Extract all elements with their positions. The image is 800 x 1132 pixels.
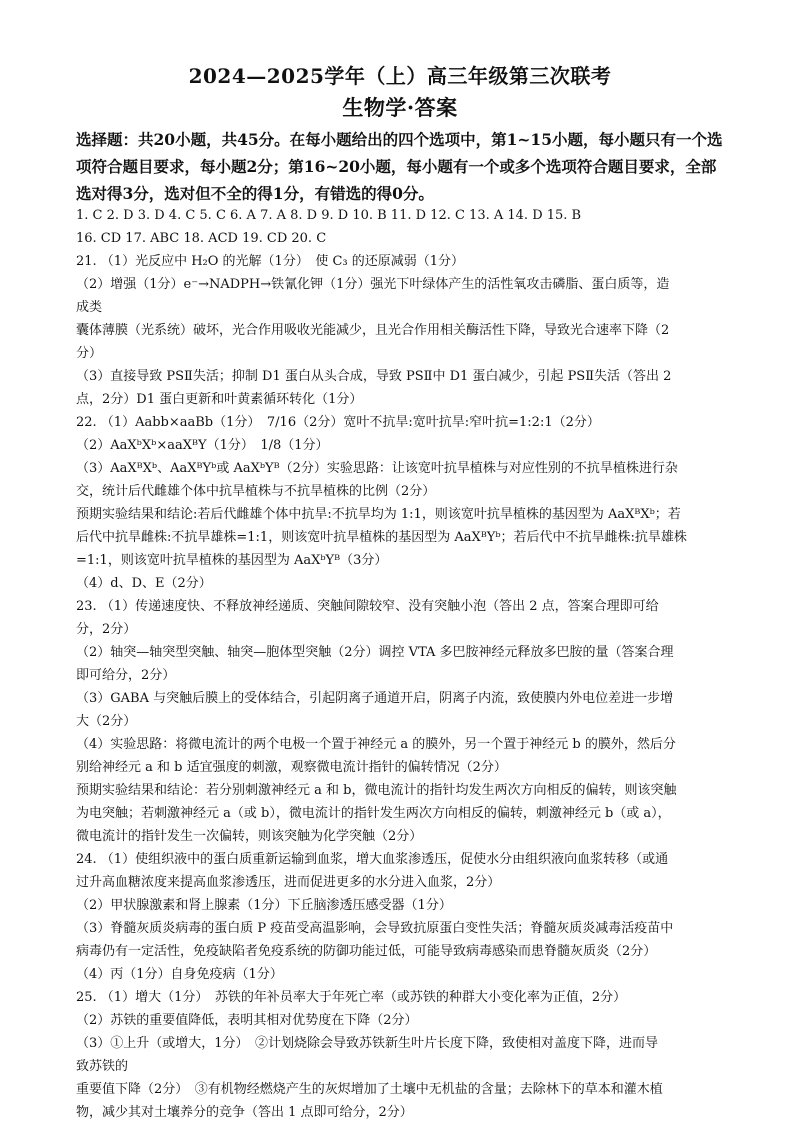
answer-line: 即可给分，2分） — [76, 668, 176, 683]
answer-line: 预期实验结果和结论:若后代雌雄个体中抗旱:不抗旱均为 1:1，则该宽叶抗旱植株的基因型为 AaXᴮXᵇ；若 — [76, 507, 681, 522]
answer-line: 大（2分） — [76, 714, 137, 729]
document-title: 2024—2025学年（上）高三年级第三次联考 — [188, 64, 612, 88]
answer-line: （2）甲状腺激素和肾上腺素（1分）下丘脑渗透压感受器（1分） — [76, 898, 452, 913]
answer-line: 预期实验结果和结论：若分别刺激神经元 a 和 b，微电流计的指针均发生两次方向相反的偏转，则该突触 — [76, 783, 677, 798]
answer-line: （2）增强（1分）e⁻→NADPH→铁氰化钾（1分）强光下叶绿体产生的活性氧攻击磷脂、蛋白质等，造 — [76, 277, 670, 292]
answer-line: （4）实验思路：将微电流计的两个电极一个置于神经元 a 的膜外，另一个置于神经元 b 的膜外，然后分 — [76, 737, 676, 752]
answer-line: （2）AaXᵇXᵇ×aaXᴮY（1分） 1/8（1分） — [76, 438, 329, 453]
answer-line: 囊体薄膜（光系统）破坏，光合作用吸收光能减少，且光合作用相关酶活性下降，导致光合速率下降（2 — [76, 323, 670, 338]
answer-line: （3）直接导致 PSⅡ失活；抑制 D1 蛋白从头合成，导致 PSⅡ中 D1 蛋白减少，引起 PSⅡ失活（答出 2 — [76, 369, 672, 384]
answer-line: （3）GABA 与突触后膜上的受体结合，引起阴离子通道开启，阴离子内流，致使膜内外电位差进一步增 — [76, 691, 674, 706]
answer-line: 病毒仍有一定活性，免疫缺陷者免疫系统的防御功能过低，可能导致病毒感染而患脊髓灰质炎（2分） — [76, 944, 657, 959]
answer-line: 重要值下降（2分） ③有机物经燃烧产生的灰烬增加了土壤中无机盐的含量；去除林下的草本和灌木植 — [76, 1082, 663, 1097]
document-subtitle: 生物学·答案 — [342, 95, 458, 120]
answer-line: （3）①上升（或增大，1分） ②计划烧除会导致苏铁新生叶片长度下降，致使相对盖度下降，进而导 — [76, 1036, 659, 1051]
answer-line: 别给神经元 a 和 b 适宜强度的刺激，观察微电流计指针的偏转情况（2分） — [76, 760, 507, 775]
instructions-paragraph: 选择题：共20小题，共45分。在每小题给出的四个选项中，第1~15小题，每小题只有一个选项符合题目要求，每小题2分；第16~20小题，每小题有一个或多个选项符合题目要求，全部选对得3分，选对但不全的得1分，有错选的得0分。 — [76, 130, 723, 203]
answer-line: （2）苏铁的重要值降低，表明其相对优势度在下降（2分） — [76, 1013, 418, 1028]
answer-line: 微电流计的指针发生一次偏转，则该突触为化学突触（2分） — [76, 829, 423, 844]
answer-line: 分，2分） — [76, 622, 137, 637]
answer-line: 致苏铁的 — [76, 1059, 129, 1074]
answer-line: 22. （1）Aabb×aaBb（1分） 7/16（2分）宽叶不抗旱:宽叶抗旱:窄叶抗=1:2:1（2分） — [76, 415, 600, 430]
answer-line: （3）脊髓灰质炎病毒的蛋白质 P 疫苗受高温影响，会导致抗原蛋白变性失活；脊髓灰质炎减毒活疫苗中 — [76, 921, 674, 936]
answer-line: 21. （1）光反应中 H₂O 的光解（1分） 使 C₃ 的还原减弱（1分） — [76, 254, 465, 269]
answer-line: （2）轴突—轴突型突触、轴突—胞体型突触（2分）调控 VTA 多巴胺神经元释放多巴胺的量（答案合理 — [76, 645, 674, 660]
answer-line: 分） — [76, 346, 103, 361]
answer-line: 点，2分）D1 蛋白更新和叶黄素循环转化（1分） — [76, 392, 363, 407]
answer-line: 1. C 2. D 3. D 4. C 5. C 6. A 7. A 8. D 9. D 10. B 11. D 12. C 13. A 14. D 15. B — [76, 208, 582, 223]
answer-line: （4）丙（1分）自身免疫病（1分） — [76, 967, 283, 982]
answer-line: 交，统计后代雌雄个体中抗旱植株与不抗旱植株的比例（2分） — [76, 484, 436, 499]
answer-line: 为电突触；若刺激神经元 a（或 b），微电流计的指针发生两次方向相反的偏转，刺激神经元 b（或 a）， — [76, 806, 671, 821]
answer-line: 24. （1）使组织液中的蛋白质重新运输到血浆，增大血浆渗透压，促使水分由组织液向血浆转移（或通 — [76, 852, 669, 867]
answer-line: （3）AaXᴮXᵇ、AaXᴮYᵇ或 AaXᵇYᴮ（2分）实验思路：让该宽叶抗旱植株与对应性别的不抗旱植株进行杂 — [76, 461, 678, 476]
answer-line: =1:1，则该宽叶抗旱植株的基因型为 AaXᵇYᴮ（3分） — [76, 553, 388, 568]
answer-line: 成类 — [76, 300, 103, 315]
answer-line: 25. （1）增大（1分） 苏铁的年补员率大于年死亡率（或苏铁的种群大小变化率为正值，2分） — [76, 990, 627, 1005]
answer-line: （4）d、D、E（2分） — [76, 576, 212, 591]
answer-line: 23. （1）传递速度快、不释放神经递质、突触间隙较窄、没有突触小泡（答出 2 点，答案合理即可给 — [76, 599, 659, 614]
answer-line: 物，减少其对土壤养分的竞争（答出 1 点即可给分，2分） — [76, 1105, 413, 1120]
answer-line: 后代中抗旱雌株:不抗旱雄株=1:1，则该宽叶抗旱植株的基因型为 AaXᴮYᵇ；若后代中不抗旱雌株:抗旱雄株 — [76, 530, 687, 545]
answer-line: 16. CD 17. ABC 18. ACD 19. CD 20. C — [76, 231, 327, 246]
answer-line: 过升高血糖浓度来提高血浆渗透压，进而促进更多的水分进入血浆，2分） — [76, 875, 501, 890]
